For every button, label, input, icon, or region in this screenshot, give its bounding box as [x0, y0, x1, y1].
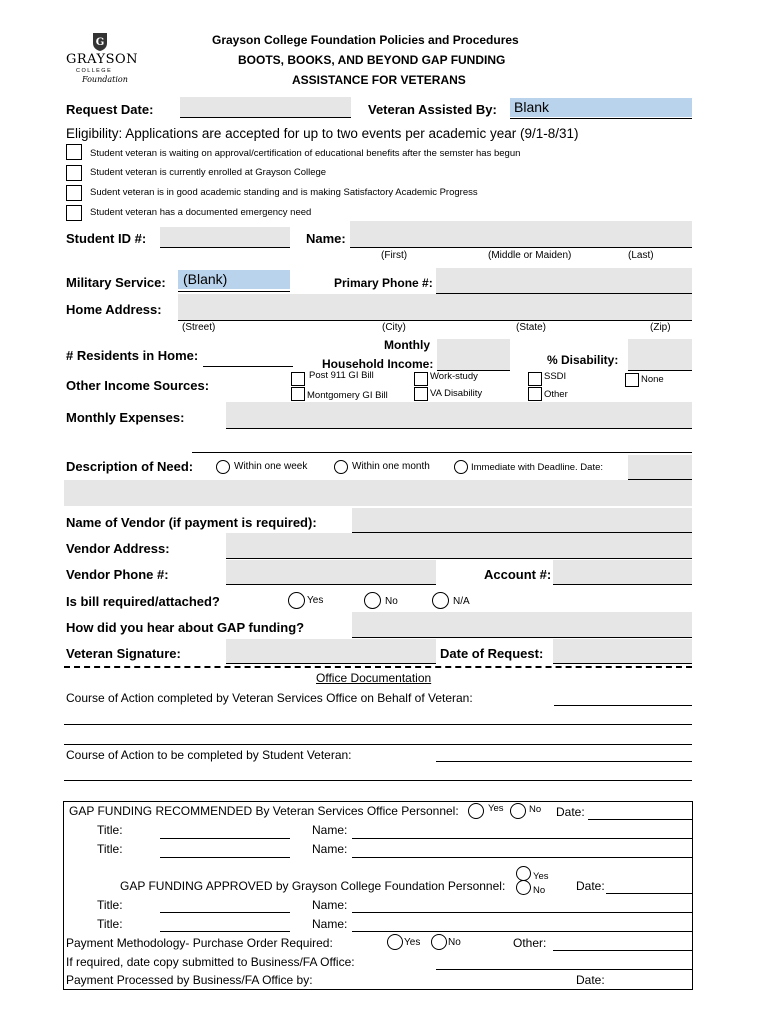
- name-label: Name:: [306, 231, 346, 246]
- description-need-label: Description of Need:: [66, 459, 194, 474]
- primary-phone-label: Primary Phone #:: [334, 276, 433, 290]
- gap-approved-label: GAP FUNDING APPROVED by Grayson College Foundation Personnel:: [120, 879, 506, 893]
- vendor-address-label: Vendor Address:: [66, 541, 170, 556]
- disability-label: % Disability:: [547, 353, 619, 367]
- eligibility-checkbox-2[interactable]: [66, 165, 82, 181]
- monthly-expenses-label: Monthly Expenses:: [66, 410, 185, 425]
- approved-date-label: Date:: [576, 879, 605, 893]
- work-study-checkbox[interactable]: [414, 372, 428, 386]
- svg-text:G: G: [95, 37, 105, 48]
- approved-yes-label: Yes: [533, 871, 549, 882]
- work-study-label: Work-study: [430, 371, 478, 382]
- address-city-hint: (City): [382, 322, 406, 333]
- bill-no-label: No: [385, 596, 398, 607]
- address-street-hint: (Street): [182, 322, 216, 333]
- address-state-hint: (State): [516, 322, 547, 333]
- eligibility-checkbox-1[interactable]: [66, 144, 82, 160]
- recommended-title-label-2: Title:: [97, 842, 123, 856]
- student-id-field[interactable]: [160, 227, 290, 247]
- vendor-address-field[interactable]: [226, 533, 692, 558]
- account-field[interactable]: [553, 560, 692, 584]
- household-income-label: Household Income:: [322, 357, 434, 371]
- payment-yes-radio[interactable]: [387, 934, 403, 950]
- home-address-field[interactable]: [178, 294, 692, 320]
- veteran-signature-label: Veteran Signature:: [66, 646, 181, 661]
- payment-methodology-label: Payment Methodology- Purchase Order Required:: [66, 936, 333, 950]
- bill-yes-radio[interactable]: [288, 592, 305, 609]
- approved-name-label-1: Name:: [312, 898, 348, 912]
- office-title: Office Documentation: [316, 671, 432, 685]
- need-month-label: Within one month: [352, 461, 430, 472]
- processed-date-label: Date:: [576, 973, 605, 987]
- action-vso-label: Course of Action completed by Veteran Services Office on Behalf of Veteran:: [66, 691, 473, 705]
- vendor-phone-label: Vendor Phone #:: [66, 567, 169, 582]
- va-disability-checkbox[interactable]: [414, 387, 428, 401]
- gi-911-label: Post 911 GI Bill: [309, 370, 374, 381]
- payment-no-radio[interactable]: [431, 934, 447, 950]
- monthly-expenses-field[interactable]: [226, 402, 692, 428]
- eligibility-item-4: Student veteran has a documented emergency need: [90, 207, 312, 218]
- va-disability-label: VA Disability: [430, 388, 483, 399]
- residents-label: # Residents in Home:: [66, 348, 199, 363]
- action-student-label: Course of Action to be completed by Student Veteran:: [66, 748, 352, 762]
- approved-title-label-2: Title:: [97, 917, 123, 931]
- eligibility-item-1: Student veteran is waiting on approval/certification of educational benefits after the semster has begun: [90, 148, 521, 159]
- office-separator: [64, 666, 692, 668]
- request-date-label: Request Date:: [66, 102, 154, 117]
- eligibility-item-2: Student veteran is currently enrolled at Grayson College: [90, 167, 327, 178]
- monthly-label: Monthly: [384, 338, 430, 352]
- veteran-signature-field[interactable]: [226, 639, 436, 663]
- bill-no-radio[interactable]: [364, 592, 381, 609]
- payment-processed-label: Payment Processed by Business/FA Office by:: [66, 973, 313, 987]
- veteran-assisted-label: Veteran Assisted By:: [368, 102, 497, 117]
- logo-foundation: Foundation: [82, 75, 128, 84]
- student-id-label: Student ID #:: [66, 231, 147, 246]
- other-income-checkbox[interactable]: [528, 387, 542, 401]
- recommended-yes-radio[interactable]: [468, 803, 484, 819]
- eligibility-item-3: Sudent veteran is in good academic standing and is making Satisfactory Academic Progress: [90, 187, 478, 198]
- military-service-value: (Blank): [183, 271, 228, 287]
- deadline-date-field[interactable]: [628, 455, 692, 479]
- name-field[interactable]: [350, 221, 692, 247]
- header-line1: Grayson College Foundation Policies and Procedures: [212, 33, 519, 47]
- request-date-field[interactable]: [180, 97, 351, 117]
- need-month-radio[interactable]: [334, 460, 348, 474]
- recommended-name-label-1: Name:: [312, 823, 348, 837]
- vendor-phone-field[interactable]: [226, 560, 436, 584]
- need-week-label: Within one week: [234, 461, 308, 472]
- header-line2: BOOTS, BOOKS, AND BEYOND GAP FUNDING: [238, 53, 506, 67]
- date-request-label: Date of Request:: [440, 646, 544, 661]
- approved-no-radio[interactable]: [516, 880, 531, 895]
- gi-911-checkbox[interactable]: [291, 372, 305, 386]
- account-label: Account #:: [484, 567, 552, 582]
- home-address-label: Home Address:: [66, 302, 162, 317]
- military-service-label: Military Service:: [66, 275, 166, 290]
- vendor-name-field[interactable]: [352, 508, 692, 532]
- hear-about-field[interactable]: [352, 612, 692, 637]
- primary-phone-field[interactable]: [436, 268, 692, 293]
- need-week-radio[interactable]: [216, 460, 230, 474]
- bill-yes-label: Yes: [307, 595, 324, 606]
- approved-name-label-2: Name:: [312, 917, 348, 931]
- other-income-opt-label: Other: [544, 389, 568, 400]
- gap-recommended-label: GAP FUNDING RECOMMENDED By Veteran Services Office Personnel:: [69, 804, 459, 818]
- need-immediate-radio[interactable]: [454, 460, 468, 474]
- name-first-hint: (First): [381, 250, 408, 261]
- approved-title-label-1: Title:: [97, 898, 123, 912]
- logo: [62, 24, 138, 86]
- eligibility-label: Eligibility: Applications are accepted for up to two events per academic year (9/1-8/31): [66, 126, 579, 141]
- vendor-name-label: Name of Vendor (if payment is required):: [66, 515, 317, 530]
- date-request-field[interactable]: [553, 639, 692, 663]
- copy-submitted-label: If required, date copy submitted to Business/FA Office:: [66, 955, 355, 969]
- name-middle-hint: (Middle or Maiden): [488, 250, 572, 261]
- household-income-field[interactable]: [437, 339, 510, 370]
- shield-icon: [92, 32, 108, 52]
- disability-field[interactable]: [628, 339, 692, 370]
- address-zip-hint: (Zip): [650, 322, 671, 333]
- approved-no-label: No: [533, 885, 546, 896]
- need-immediate-label: Immediate with Deadline. Date:: [471, 462, 604, 473]
- header-line3: ASSISTANCE FOR VETERANS: [292, 73, 466, 87]
- bill-na-label: N/A: [453, 596, 470, 607]
- description-need-field[interactable]: [64, 480, 692, 506]
- bill-na-radio[interactable]: [432, 592, 449, 609]
- hear-about-label: How did you hear about GAP funding?: [66, 620, 305, 635]
- none-label: None: [641, 374, 664, 385]
- recommended-yes-label: Yes: [488, 803, 504, 814]
- recommended-title-label-1: Title:: [97, 823, 123, 837]
- payment-no-label: No: [448, 937, 461, 948]
- logo-name: GRAYSON: [66, 52, 139, 67]
- gi-montgomery-label: Montgomery GI Bill: [307, 390, 388, 401]
- eligibility-checkbox-4[interactable]: [66, 205, 82, 221]
- ssdi-checkbox[interactable]: [528, 372, 542, 386]
- payment-yes-label: Yes: [404, 937, 421, 948]
- eligibility-checkbox-3[interactable]: [66, 185, 82, 201]
- ssdi-label: SSDI: [544, 371, 567, 382]
- logo-college: C O L L E G E: [76, 68, 111, 74]
- other-income-label: Other Income Sources:: [66, 378, 210, 393]
- recommended-no-label: No: [529, 804, 542, 815]
- recommended-no-radio[interactable]: [510, 803, 526, 819]
- recommended-name-label-2: Name:: [312, 842, 348, 856]
- recommended-date-label: Date:: [556, 805, 585, 819]
- bill-required-label: Is bill required/attached?: [66, 594, 220, 609]
- payment-other-label: Other:: [513, 936, 547, 950]
- none-checkbox[interactable]: [625, 373, 639, 387]
- veteran-assisted-value: Blank: [514, 99, 550, 115]
- gi-montgomery-checkbox[interactable]: [291, 387, 305, 401]
- approved-yes-radio[interactable]: [516, 866, 531, 881]
- name-last-hint: (Last): [628, 250, 654, 261]
